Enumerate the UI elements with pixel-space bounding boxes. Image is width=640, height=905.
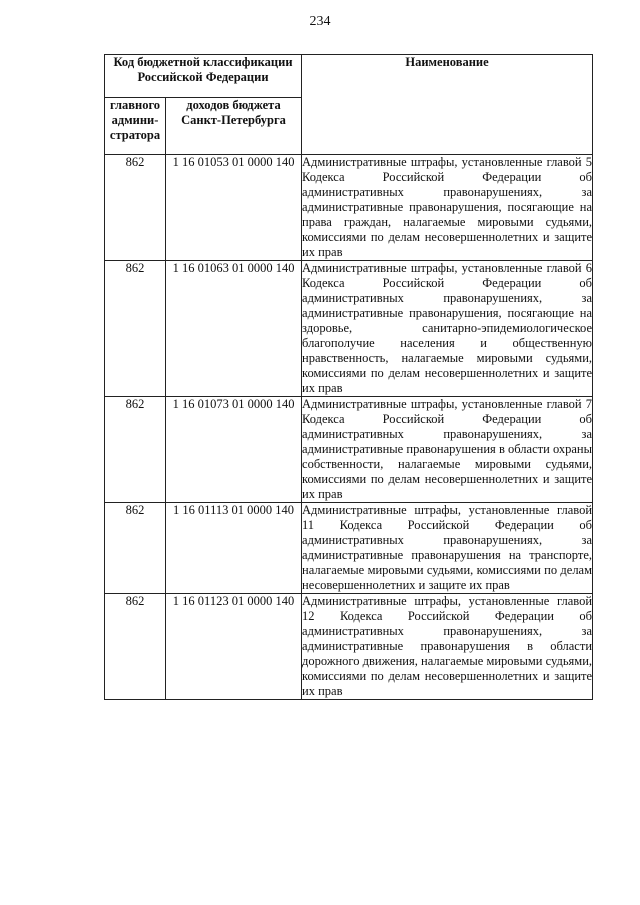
header-admin: главного админи-стратора bbox=[105, 98, 166, 155]
header-income: доходов бюджета Санкт-Петербурга bbox=[166, 98, 302, 155]
table-row bbox=[105, 155, 593, 261]
name-cell: Административные штрафы, установленные главой 6 Кодекса Российской Федерации об административных правонарушениях, за административные правонарушения, посягающие на здоровье, санитарно-эпидемиологическое благополучие населения и общественную нравственность, налагаемые мировыми судьями, комиссиями по делам несовершеннолетних и защите их прав bbox=[302, 261, 593, 395]
admin-code-cell: 862 bbox=[105, 594, 166, 700]
admin-code-cell: 862 bbox=[105, 155, 166, 261]
income-code-cell: 1 16 01123 01 0000 140 bbox=[166, 594, 302, 700]
admin-code-cell: 862 bbox=[105, 397, 166, 503]
name-cell: Административные штрафы, установленные главой 5 Кодекса Российской Федерации об административных правонарушениях, за административные правонарушения, посягающие на права граждан, налагаемые мировыми судьями, комиссиями по делам несовершеннолетних и защите их прав bbox=[302, 155, 593, 259]
name-cell: Административные штрафы, установленные главой 11 Кодекса Российской Федерации об административных правонарушениях, за административные правонарушения на транспорте, налагаемые мировыми судьями, комиссиями по делам несовершеннолетних и защите их прав bbox=[302, 503, 593, 592]
admin-code-cell: 862 bbox=[105, 261, 166, 397]
table-row bbox=[105, 503, 593, 594]
name-cell: Административные штрафы, установленные главой 12 Кодекса Российской Федерации об административных правонарушениях, за административные правонарушения в области дорожного движения, налагаемые мировыми судьями, комиссиями по делам несовершеннолетних и защите их прав bbox=[302, 594, 593, 698]
table-row bbox=[105, 397, 593, 503]
budget-classification-table bbox=[104, 54, 593, 700]
name-cell: Административные штрафы, установленные главой 7 Кодекса Российской Федерации об административных правонарушениях, за административные правонарушения в области охраны собственности, налагаемые мировыми судьями, комиссиями по делам несовершеннолетних и защите их прав bbox=[302, 397, 593, 501]
admin-code-cell: 862 bbox=[105, 503, 166, 594]
table-row bbox=[105, 261, 593, 397]
header-code-group: Код бюджетной классификации Российской Федерации bbox=[105, 55, 302, 98]
income-code-cell: 1 16 01063 01 0000 140 bbox=[166, 261, 302, 397]
header-name: Наименование bbox=[302, 55, 593, 155]
income-code-cell: 1 16 01113 01 0000 140 bbox=[166, 503, 302, 594]
income-code-cell: 1 16 01053 01 0000 140 bbox=[166, 155, 302, 261]
income-code-cell: 1 16 01073 01 0000 140 bbox=[166, 397, 302, 503]
page-number: 234 bbox=[309, 14, 331, 29]
table-row bbox=[105, 594, 593, 700]
